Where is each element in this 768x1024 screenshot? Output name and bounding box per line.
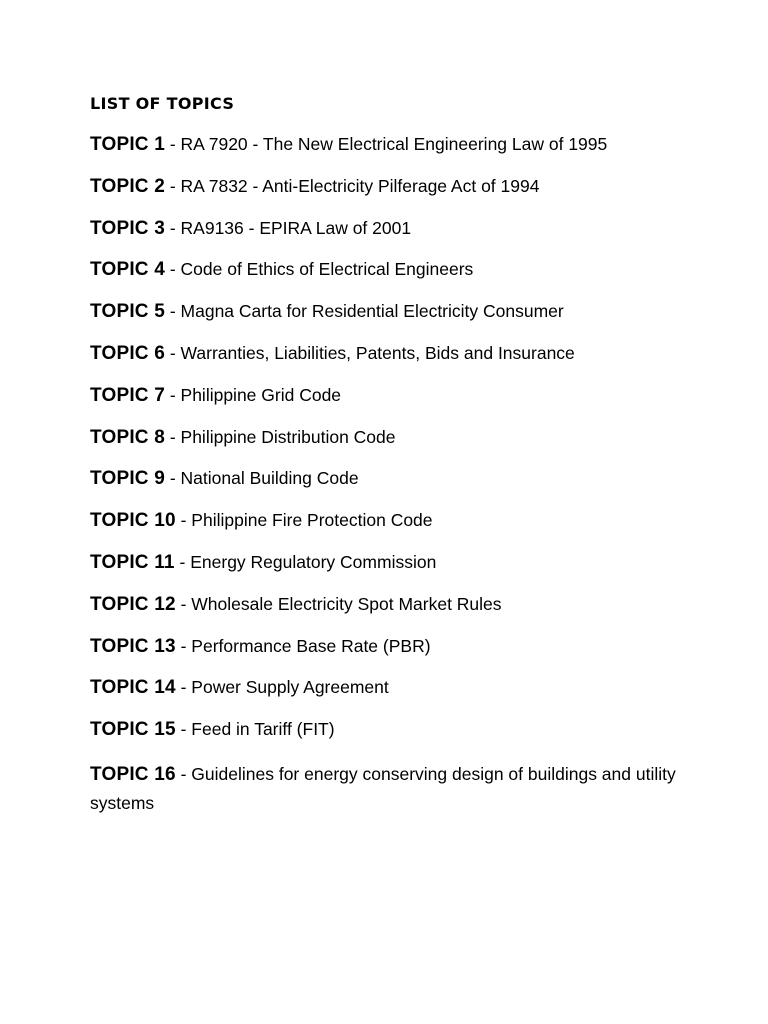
topic-description: - RA 7832 - Anti-Electricity Pilferage Act of 1994 <box>164 175 540 196</box>
topic-label: TOPIC 7 <box>90 384 165 406</box>
topic-item <box>90 175 690 217</box>
topic-label: TOPIC 16 <box>90 763 176 785</box>
topic-item <box>90 342 690 384</box>
topic-label: TOPIC 12 <box>90 593 176 615</box>
topic-label: TOPIC 13 <box>90 635 176 657</box>
topic-description: - Philippine Fire Protection Code <box>175 510 433 531</box>
topic-item <box>90 718 690 760</box>
topic-description: - Energy Regulatory Commission <box>174 551 437 572</box>
topic-description: - Philippine Distribution Code <box>164 426 396 447</box>
topic-label: TOPIC 5 <box>90 301 165 323</box>
topic-description: - RA 7920 - The New Electrical Engineering Law of 1995 <box>164 134 608 154</box>
topic-description: - Warranties, Liabilities, Patents, Bids and Insurance <box>164 342 575 363</box>
topic-label: TOPIC 1 <box>90 134 165 155</box>
topic-description: - National Building Code <box>164 468 359 489</box>
topic-description: - RA9136 - EPIRA Law of 2001 <box>164 217 412 238</box>
topic-item <box>90 300 690 342</box>
topic-label: TOPIC 9 <box>90 468 165 490</box>
topic-description: - Power Supply Agreement <box>175 677 389 698</box>
topic-description: - Feed in Tariff (FIT) <box>175 719 335 740</box>
topic-label: TOPIC 4 <box>90 259 165 281</box>
topic-item <box>90 384 690 426</box>
topic-label: TOPIC 3 <box>90 217 165 239</box>
topic-item <box>90 593 690 635</box>
topic-item <box>90 551 690 593</box>
topic-list <box>90 133 690 817</box>
topic-item <box>90 426 690 468</box>
document-title: LIST OF TOPICS <box>90 94 235 113</box>
topic-item <box>90 467 690 509</box>
topic-description: - Code of Ethics of Electrical Engineers <box>164 259 474 280</box>
topic-label: TOPIC 10 <box>90 510 176 532</box>
topic-description: - Philippine Grid Code <box>164 384 342 405</box>
topic-item <box>90 509 690 551</box>
topic-description: - Wholesale Electricity Spot Market Rules <box>175 593 502 614</box>
topic-item <box>90 635 690 677</box>
topic-description: - Guidelines for energy conserving design of buildings and utility systems <box>90 763 676 813</box>
topic-item <box>90 258 690 300</box>
topic-description: - Magna Carta for Residential Electricity Consumer <box>164 301 564 322</box>
topic-item <box>90 676 690 718</box>
topic-label: TOPIC 15 <box>90 719 176 741</box>
topic-item <box>90 217 690 259</box>
topic-label: TOPIC 6 <box>90 342 165 364</box>
topic-label: TOPIC 8 <box>90 426 165 448</box>
topic-label: TOPIC 11 <box>90 551 175 573</box>
topic-label: TOPIC 14 <box>90 677 176 699</box>
topic-item <box>90 760 690 817</box>
topic-item <box>90 133 690 175</box>
topic-label: TOPIC 2 <box>90 175 165 197</box>
topic-description: - Performance Base Rate (PBR) <box>175 635 431 656</box>
